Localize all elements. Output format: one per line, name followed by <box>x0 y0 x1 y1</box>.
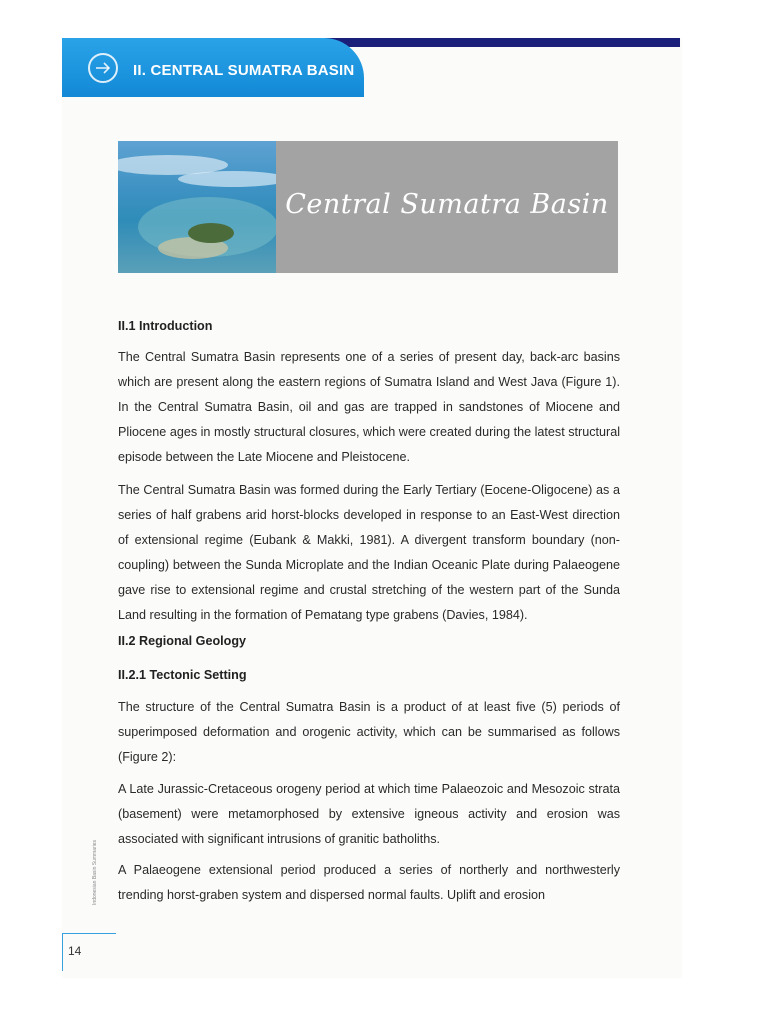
banner-title: Central Sumatra Basin <box>285 189 609 220</box>
intro-heading: II.1 Introduction <box>118 319 213 333</box>
regional-geology-heading: II.2 Regional Geology <box>118 634 247 648</box>
aerial-photo <box>118 141 276 273</box>
section-title: II. CENTRAL SUMATRA BASIN <box>133 62 355 79</box>
intro-paragraph-2: The Central Sumatra Basin was formed during the Early Tertiary (Eocene-Oligocene) as a series of half grabens arid horst-blocks developed in response to an East-West direction of extensional regime (Eubank & Makki, 1981). A divergent transform boundary (non-coupling) between the Sunda Microplate and the Indian Oceanic Plate during Palaeogene gave rise to extensional regime and crustal stretching of the western part of the Sunda Land resulting in the formation of Pematang type grabens (Davies, 1984). <box>118 483 620 622</box>
footer-rule <box>62 933 116 934</box>
intro-paragraph-1: The Central Sumatra Basin represents one of a series of present day, back-arc basins which are present along the eastern regions of Sumatra Island and West Java (Figure 1). In the Central Sumatra Basin, oil and gas are trapped in sandstones of Miocene and Pliocene ages in mostly structural closures, which were created during the latest structural episode between the Late Miocene and Pleistocene. <box>118 350 620 464</box>
page-number: 14 <box>68 944 82 958</box>
tectonic-paragraph-1: The structure of the Central Sumatra Basin is a product of at least five (5) periods of superimposed deformation and orogenic activity, which can be summarised as follows (Figure 2): <box>118 700 620 764</box>
tectonic-setting-heading: II.2.1 Tectonic Setting <box>118 668 247 682</box>
tectonic-paragraph-2: A Late Jurassic-Cretaceous orogeny period at which time Palaeozoic and Mesozoic strata (basement) were metamorphosed by extensive igneous activity and erosion was associated with significant intrusions of granitic batholiths. <box>118 782 620 846</box>
footer-vertical-rule <box>62 933 63 971</box>
arrow-right-icon <box>88 53 118 83</box>
side-running-label: Indonesian Basin Summaries <box>92 839 98 905</box>
banner-title-panel <box>276 141 618 273</box>
chapter-banner <box>118 141 618 273</box>
tectonic-paragraph-3: A Palaeogene extensional period produced a series of northerly and northwesterly trending horst-graben system and dispersed normal faults. Uplift and erosion <box>118 863 620 902</box>
